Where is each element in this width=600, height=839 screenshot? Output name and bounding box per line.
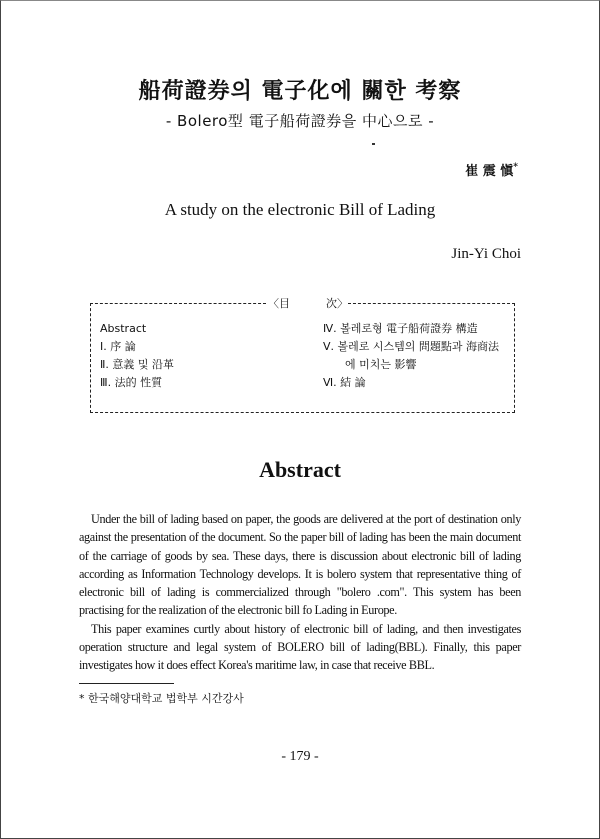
abstract-paragraph: This paper examines curtly about history of electronic bill of lading, and then investigates operation structure and legal system of BOLERO bill of lading(BBL). Finally, this paper investigates how it does effect Korea's maritime law, in case that receive BBL. (79, 621, 521, 673)
toc-item: Ⅱ. 意義 및 沿革 (100, 358, 175, 371)
toc-item: Ⅴ. 볼레로 시스템의 問題點과 海商法 (323, 340, 500, 353)
toc-item: Ⅳ. 볼레로형 電子船荷證券 構造 (323, 322, 478, 335)
toc-item: Abstract (100, 322, 147, 335)
toc-item: Ⅰ. 序 論 (100, 340, 136, 353)
toc-right-column (323, 320, 499, 392)
toc-heading-right: 次〉 (326, 297, 348, 310)
abstract-body (79, 510, 521, 675)
paper-title: 船荷證券의 電子化에 關한 考察 (138, 78, 462, 104)
paper-subtitle: - Bolero型 電子船荷證券을 中心으로 - (165, 112, 435, 130)
author-english: Jin-Yi Choi (451, 246, 521, 262)
footnote-divider (79, 683, 174, 684)
author-korean (465, 160, 518, 179)
toc-left-column (100, 320, 174, 392)
author-footnote-mark: * (513, 162, 518, 173)
toc-item: Ⅲ. 法的 性質 (100, 376, 163, 389)
footnote: * 한국해양대학교 법학부 시간강사 (79, 692, 244, 705)
paper-title-english: A study on the electronic Bill of Lading (164, 200, 436, 219)
stray-dot (372, 143, 375, 145)
abstract-heading: Abstract (259, 457, 341, 482)
toc-item: Ⅵ. 結 論 (323, 376, 366, 389)
author-korean-name: 崔 震 愼 (465, 164, 514, 179)
page-number: - 179 - (281, 749, 319, 764)
toc-heading-left: 〈目 (268, 297, 290, 310)
toc-item-continuation: 에 미치는 影響 (345, 358, 417, 371)
abstract-paragraph: Under the bill of lading based on paper, the goods are delivered at the port of destination only against the presentation of the document. So the paper bill of lading has been the main document of the carriage of goods by sea. These days, there is discussion about electronic bill of lading according as Information Technology develops. It is bolero system that representative thing of electronic bill of lading is commercialized through "bolero .com". This system has been practising for the realization of the electronic bill fo Lading in Europe. (79, 512, 521, 618)
